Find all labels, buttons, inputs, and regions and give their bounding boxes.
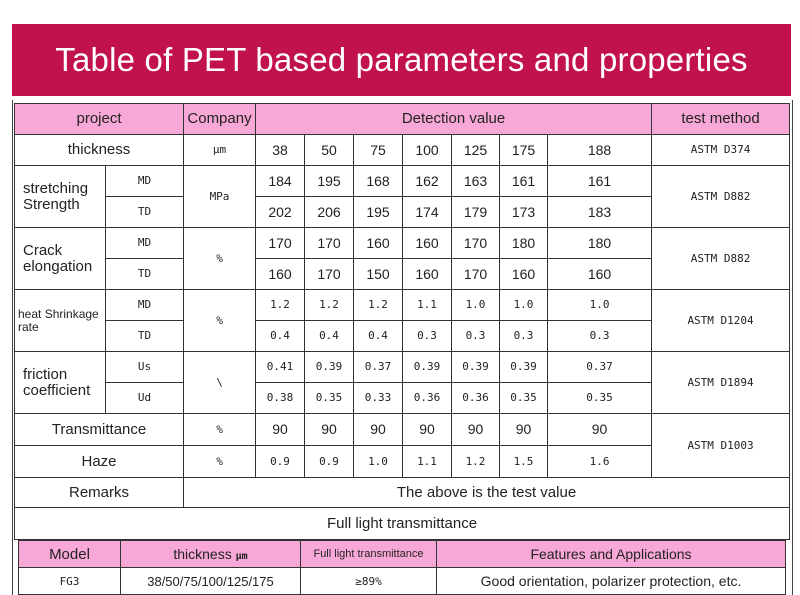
label-thickness: thickness [15,135,184,166]
header-thickness-label: thickness [173,546,232,562]
value-cell: 0.39 [305,352,354,383]
value-cell: 0.38 [256,383,305,414]
value-cell: 0.35 [548,383,652,414]
value-cell: 0.35 [305,383,354,414]
unit-stretching: MPa [184,166,256,228]
table-row-stretching-md [15,166,790,197]
value-cell: 0.9 [305,446,354,478]
value-cell: 161 [548,166,652,197]
method-optics: ASTM D1003 [652,414,790,478]
value-cell: 0.4 [354,321,403,352]
model-thickness: 38/50/75/100/125/175 [121,568,301,595]
header-project: project [15,104,184,135]
label-remarks: Remarks [15,478,184,508]
value-cell: 163 [452,166,500,197]
value-cell: 162 [403,166,452,197]
value-cell: 160 [403,259,452,290]
sub-md: MD [106,290,184,321]
value-cell: 0.9 [256,446,305,478]
sub-td: TD [106,197,184,228]
sub-us: Us [106,352,184,383]
unit-transmittance: % [184,414,256,446]
value-cell: 1.2 [452,446,500,478]
header-features: Features and Applications [437,541,786,568]
value-cell: 0.3 [500,321,548,352]
table-row-thickness [15,135,790,166]
models-row [19,568,786,595]
value-cell: 170 [452,259,500,290]
value-cell: 1.1 [403,290,452,321]
value-cell: 1.0 [354,446,403,478]
value-cell: 1.0 [500,290,548,321]
table-row-crack-md [15,228,790,259]
table-row-heat-md [15,290,790,321]
header-model: Model [19,541,121,568]
table-row-friction-us [15,352,790,383]
sub-td: TD [106,259,184,290]
value-cell: 180 [500,228,548,259]
label-friction: friction coefficient [15,352,106,414]
table-row-transmittance [15,414,790,446]
label-transmittance: Transmittance [15,414,184,446]
table-row-full-light [15,508,790,540]
models-table [18,540,786,595]
models-header-row [19,541,786,568]
value-cell: 75 [354,135,403,166]
value-cell: 1.5 [500,446,548,478]
table-header-row [15,104,790,135]
page-title: Table of PET based parameters and properties [55,41,748,78]
value-cell: 1.2 [256,290,305,321]
value-cell: 160 [548,259,652,290]
value-cell: 1.2 [354,290,403,321]
value-cell: 0.39 [500,352,548,383]
value-cell: 160 [500,259,548,290]
value-cell: 38 [256,135,305,166]
value-cell: 0.37 [548,352,652,383]
unit-friction: \ [184,352,256,414]
value-cell: 0.39 [403,352,452,383]
value-cell: 170 [305,228,354,259]
header-method: test method [652,104,790,135]
method-stretching: ASTM D882 [652,166,790,228]
value-cell: 0.35 [500,383,548,414]
model-full-light: ≥89% [301,568,437,595]
value-cell: 100 [403,135,452,166]
value-cell: 1.1 [403,446,452,478]
method-friction: ASTM D1894 [652,352,790,414]
properties-table [14,103,790,540]
sub-td: TD [106,321,184,352]
title-banner [12,24,791,96]
value-cell: 0.36 [403,383,452,414]
value-cell: 0.3 [548,321,652,352]
table-row-remarks [15,478,790,508]
label-stretching: stretching Strength [15,166,106,228]
value-cell: 90 [256,414,305,446]
model-name: FG3 [19,568,121,595]
value-cell: 90 [452,414,500,446]
value-cell: 195 [305,166,354,197]
sub-md: MD [106,166,184,197]
value-cell: 0.3 [403,321,452,352]
sub-ud: Ud [106,383,184,414]
value-cell: 0.33 [354,383,403,414]
method-thickness: ASTM D374 [652,135,790,166]
header-detection: Detection value [256,104,652,135]
full-light-heading: Full light transmittance [15,508,790,540]
value-cell: 168 [354,166,403,197]
method-crack: ASTM D882 [652,228,790,290]
value-cell: 160 [403,228,452,259]
unit-heat: % [184,290,256,352]
value-cell: 150 [354,259,403,290]
value-cell: 90 [305,414,354,446]
value-cell: 179 [452,197,500,228]
remarks-value: The above is the test value [184,478,790,508]
value-cell: 160 [354,228,403,259]
value-cell: 1.2 [305,290,354,321]
model-features: Good orientation, polarizer protection, etc. [437,568,786,595]
value-cell: 1.0 [452,290,500,321]
value-cell: 173 [500,197,548,228]
value-cell: 175 [500,135,548,166]
label-heat: heat Shrinkage rate [15,290,106,352]
header-full-light: Full light transmittance [301,541,437,568]
unit-haze: % [184,446,256,478]
unit-thickness: μm [184,135,256,166]
value-cell: 0.39 [452,352,500,383]
header-company: Company [184,104,256,135]
label-haze: Haze [15,446,184,478]
value-cell: 1.6 [548,446,652,478]
value-cell: 50 [305,135,354,166]
sub-md: MD [106,228,184,259]
value-cell: 170 [256,228,305,259]
value-cell: 188 [548,135,652,166]
value-cell: 170 [452,228,500,259]
value-cell: 90 [403,414,452,446]
value-cell: 170 [305,259,354,290]
value-cell: 183 [548,197,652,228]
label-crack: Crack elongation [15,228,106,290]
value-cell: 125 [452,135,500,166]
value-cell: 206 [305,197,354,228]
value-cell: 0.3 [452,321,500,352]
value-cell: 1.0 [548,290,652,321]
value-cell: 184 [256,166,305,197]
value-cell: 0.4 [305,321,354,352]
value-cell: 195 [354,197,403,228]
value-cell: 161 [500,166,548,197]
value-cell: 90 [500,414,548,446]
value-cell: 202 [256,197,305,228]
value-cell: 0.37 [354,352,403,383]
value-cell: 0.41 [256,352,305,383]
value-cell: 160 [256,259,305,290]
value-cell: 0.36 [452,383,500,414]
value-cell: 90 [548,414,652,446]
value-cell: 174 [403,197,452,228]
method-heat: ASTM D1204 [652,290,790,352]
value-cell: 180 [548,228,652,259]
header-thickness [121,541,301,568]
header-thickness-unit: μm [235,551,248,562]
unit-crack: % [184,228,256,290]
value-cell: 0.4 [256,321,305,352]
value-cell: 90 [354,414,403,446]
